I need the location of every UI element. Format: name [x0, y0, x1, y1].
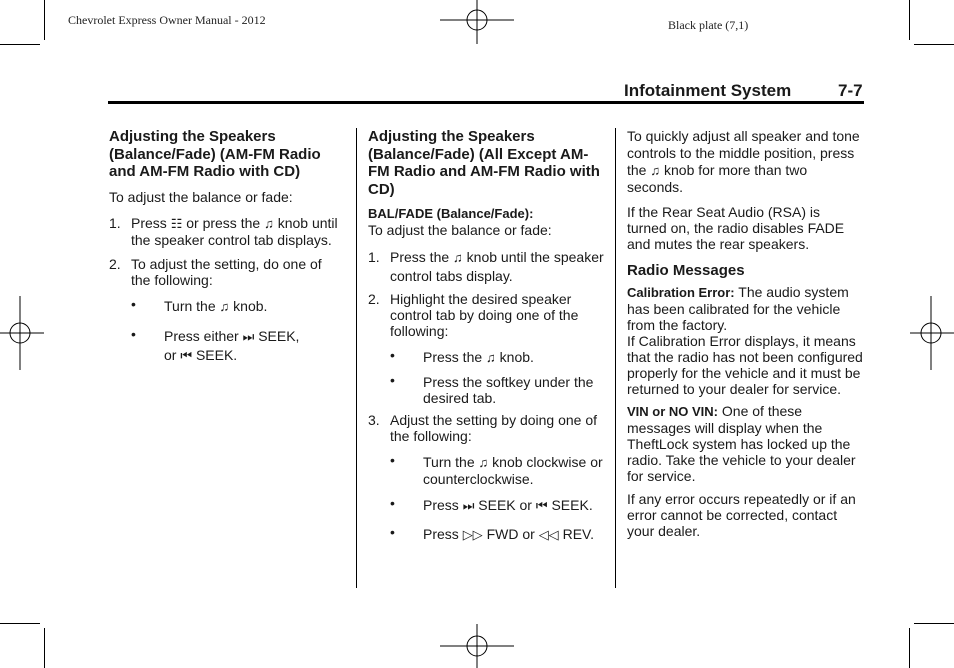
step: 1. Press ☷ or press the ♫ knob until the speaker control tab displays. — [109, 214, 338, 248]
registration-mark-bottom — [440, 624, 514, 668]
step-number: 2. — [368, 291, 380, 307]
lead-label: BAL/FADE (Balance/Fade): — [368, 206, 534, 221]
crop-mark — [0, 44, 40, 45]
bullet-icon: • — [131, 325, 136, 342]
seek-prev-icon: ⏮ — [535, 498, 548, 513]
step: 2. To adjust the setting, do one of the following: — [109, 255, 322, 288]
column-3 — [627, 128, 863, 539]
crop-mark — [914, 44, 954, 45]
sound-icon: ☷ — [170, 215, 183, 231]
bullet-item: • Press either ⏭ SEEK, or ⏮ SEEK. — [131, 325, 300, 363]
seek-next-icon: ⏭ — [242, 328, 255, 344]
bullet-icon: • — [390, 347, 395, 363]
column-divider — [356, 128, 357, 588]
step: 2. Highlight the desired speaker control tab by doing one of the following: — [368, 291, 579, 339]
column-divider — [615, 128, 616, 588]
paragraph: VIN or NO VIN: One of these messages will display when the TheftLock system has locked up the radio. Take the vehicle to your dealer for service. — [627, 402, 856, 484]
header-rule — [108, 101, 864, 104]
bullet-icon: • — [390, 452, 395, 468]
fast-forward-icon: ▷▷ — [462, 527, 483, 542]
seek-next-icon: ⏭ — [462, 498, 475, 513]
paragraph: If Calibration Error displays, it means that the radio has not been configured properly for the vehicle and it must be returned to your dealer for service. — [627, 332, 863, 397]
heading: Adjusting the Speakers (Balance/Fade) (AM-FM Radio and AM-FM Radio with CD) — [109, 128, 321, 180]
bullet-icon: • — [390, 524, 395, 540]
paragraph: Calibration Error: The audio system has been calibrated for the vehicle from the factory. — [627, 283, 849, 333]
bullet-icon: • — [390, 372, 395, 388]
step-number: 1. — [368, 249, 380, 265]
music-icon: ♫ — [219, 298, 230, 314]
seek-prev-icon: ⏮ — [180, 347, 193, 363]
bullet-icon: • — [131, 295, 136, 312]
crop-mark — [909, 0, 910, 40]
music-icon: ♫ — [478, 455, 489, 470]
lead-label: Calibration Error: — [627, 284, 735, 300]
crop-mark — [0, 623, 40, 624]
bullet-item: • Turn the ♫ knob clockwise or counterclockwise. — [390, 452, 603, 487]
column-2 — [368, 128, 604, 543]
manual-title: Chevrolet Express Owner Manual - 2012 — [68, 13, 266, 27]
paragraph: If the Rear Seat Audio (RSA) is turned on, the radio disables FADE and mutes the rear speakers. — [627, 204, 845, 252]
paragraph: To quickly adjust all speaker and tone controls to the middle position, press the ♫ knob for more than two seconds. — [627, 128, 860, 195]
paragraph: If any error occurs repeatedly or if an error cannot be corrected, contact your dealer. — [627, 490, 856, 539]
heading: Radio Messages — [627, 262, 745, 279]
step-number: 1. — [109, 214, 121, 231]
registration-mark-top — [440, 0, 514, 44]
step-number: 2. — [109, 255, 121, 272]
crop-mark — [909, 628, 910, 668]
crop-mark — [914, 623, 954, 624]
bullet-item: • Press ▷▷ FWD or ◁◁ REV. — [390, 524, 594, 542]
rewind-icon: ◁◁ — [538, 527, 559, 542]
plate-label: Black plate (7,1) — [668, 18, 749, 32]
column-1 — [109, 128, 341, 365]
section-title: Infotainment System — [624, 81, 792, 100]
heading: Adjusting the Speakers (Balance/Fade) (All Except AM-FM Radio and AM-FM Radio with CD) — [368, 128, 600, 198]
music-icon: ♫ — [453, 250, 463, 265]
crop-mark — [44, 628, 45, 668]
registration-mark-left — [0, 296, 44, 370]
bullet-item: • Press ⏭ SEEK or ⏮ SEEK. — [390, 495, 593, 513]
crop-mark — [44, 0, 45, 40]
intro: To adjust the balance or fade: — [368, 222, 552, 238]
bullet-icon: • — [390, 495, 395, 511]
bullet-item: • Turn the ♫ knob. — [131, 295, 268, 314]
registration-mark-right — [910, 296, 954, 370]
music-icon: ♫ — [264, 215, 274, 231]
bullet-item: • Press the softkey under the desired tab. — [390, 372, 594, 406]
step-number: 3. — [368, 412, 380, 428]
intro: To adjust the balance or fade: — [109, 188, 293, 205]
page-number: 7-7 — [838, 81, 863, 100]
step: 1. Press the ♫ knob until the speaker control tabs display. — [368, 249, 604, 284]
step: 3. Adjust the setting by doing one of the following: — [368, 412, 598, 444]
music-icon: ♫ — [650, 163, 661, 178]
music-icon: ♫ — [486, 350, 496, 365]
lead-label: VIN or NO VIN: — [627, 403, 719, 419]
bullet-item: • Press the ♫ knob. — [390, 347, 534, 365]
